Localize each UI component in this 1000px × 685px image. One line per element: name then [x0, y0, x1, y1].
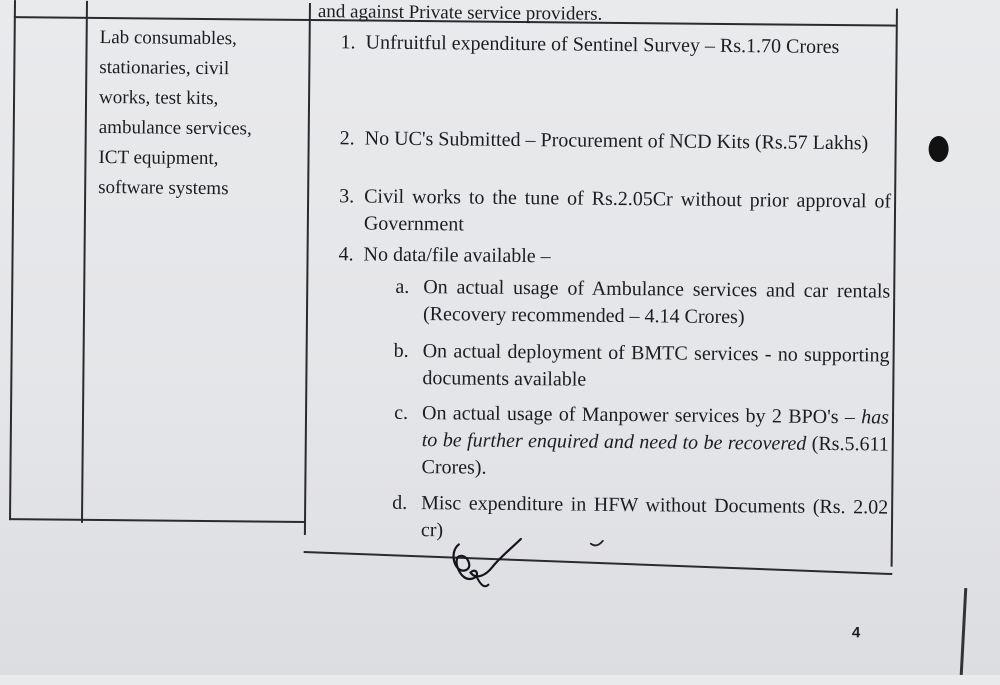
- item-text: No data/file available –: [363, 243, 551, 268]
- handwritten-signature: [446, 532, 527, 603]
- sub-list-item: [375, 274, 890, 333]
- sub-item-text: On actual usage of Ambulance services and car rentals (Recovery recommended – 4.14 Crores): [422, 276, 891, 329]
- list-item: [316, 183, 891, 243]
- column-divider-1: [81, 1, 88, 523]
- ink-blot: [928, 136, 948, 162]
- list-item: [315, 241, 890, 274]
- column-divider-2: [304, 3, 311, 535]
- table-right-border: [891, 9, 898, 567]
- sub-item-text-plain: On actual usage of Manpower services by 2 BPO's –: [421, 402, 862, 429]
- pen-mark: [589, 538, 605, 548]
- list-item: [317, 29, 892, 62]
- table-bottom-border: [9, 518, 305, 523]
- item-number: 1.: [340, 31, 356, 54]
- left-cell-line: ambulance services,: [98, 116, 252, 140]
- left-cell-text: [98, 23, 303, 205]
- item-text: No UC's Submitted – Procurement of NCD Kits (Rs.57 Lakhs): [364, 127, 869, 155]
- list-item: [317, 125, 892, 158]
- header-fragment: and against Private service providers.: [317, 1, 603, 25]
- sub-item-label: b.: [393, 339, 409, 362]
- left-cell-line: Lab consumables,: [99, 26, 237, 50]
- sub-item-text: On actual deployment of BMTC services - no supporting documents available: [422, 340, 890, 391]
- sub-item-label: c.: [394, 401, 409, 424]
- table-bottom-border-right: [304, 551, 893, 575]
- table-left-border: [9, 0, 16, 520]
- item-text: Civil works to the tune of Rs.2.05Cr without prior approval of Government: [363, 185, 892, 236]
- left-cell-line: ICT equipment,: [98, 146, 219, 170]
- sub-item-text-italic: has to be further enquired and need to be recovered: [421, 406, 890, 455]
- sub-item-text-tail: (Rs.5.611 Crores).: [421, 432, 889, 479]
- sub-item-text: [421, 400, 889, 485]
- sub-list-item: [373, 400, 889, 486]
- item-number: 2.: [339, 127, 355, 150]
- left-cell-line: software systems: [98, 176, 229, 200]
- item-text: Unfruitful expenditure of Sentinel Survey – Rs.1.70 Crores: [365, 31, 840, 59]
- left-cell-line: stationaries, civil: [99, 56, 230, 80]
- sub-item-text: Misc expenditure in HFW without Documents (Rs. 2.02 cr): [420, 492, 889, 542]
- left-cell-line: works, test kits,: [98, 86, 219, 110]
- sub-list-item: [374, 338, 889, 397]
- sub-item-label: a.: [395, 275, 410, 298]
- item-number: 3.: [339, 185, 355, 208]
- page-number: 4: [851, 624, 861, 642]
- sub-item-label: d.: [392, 491, 408, 514]
- item-number: 4.: [338, 243, 354, 266]
